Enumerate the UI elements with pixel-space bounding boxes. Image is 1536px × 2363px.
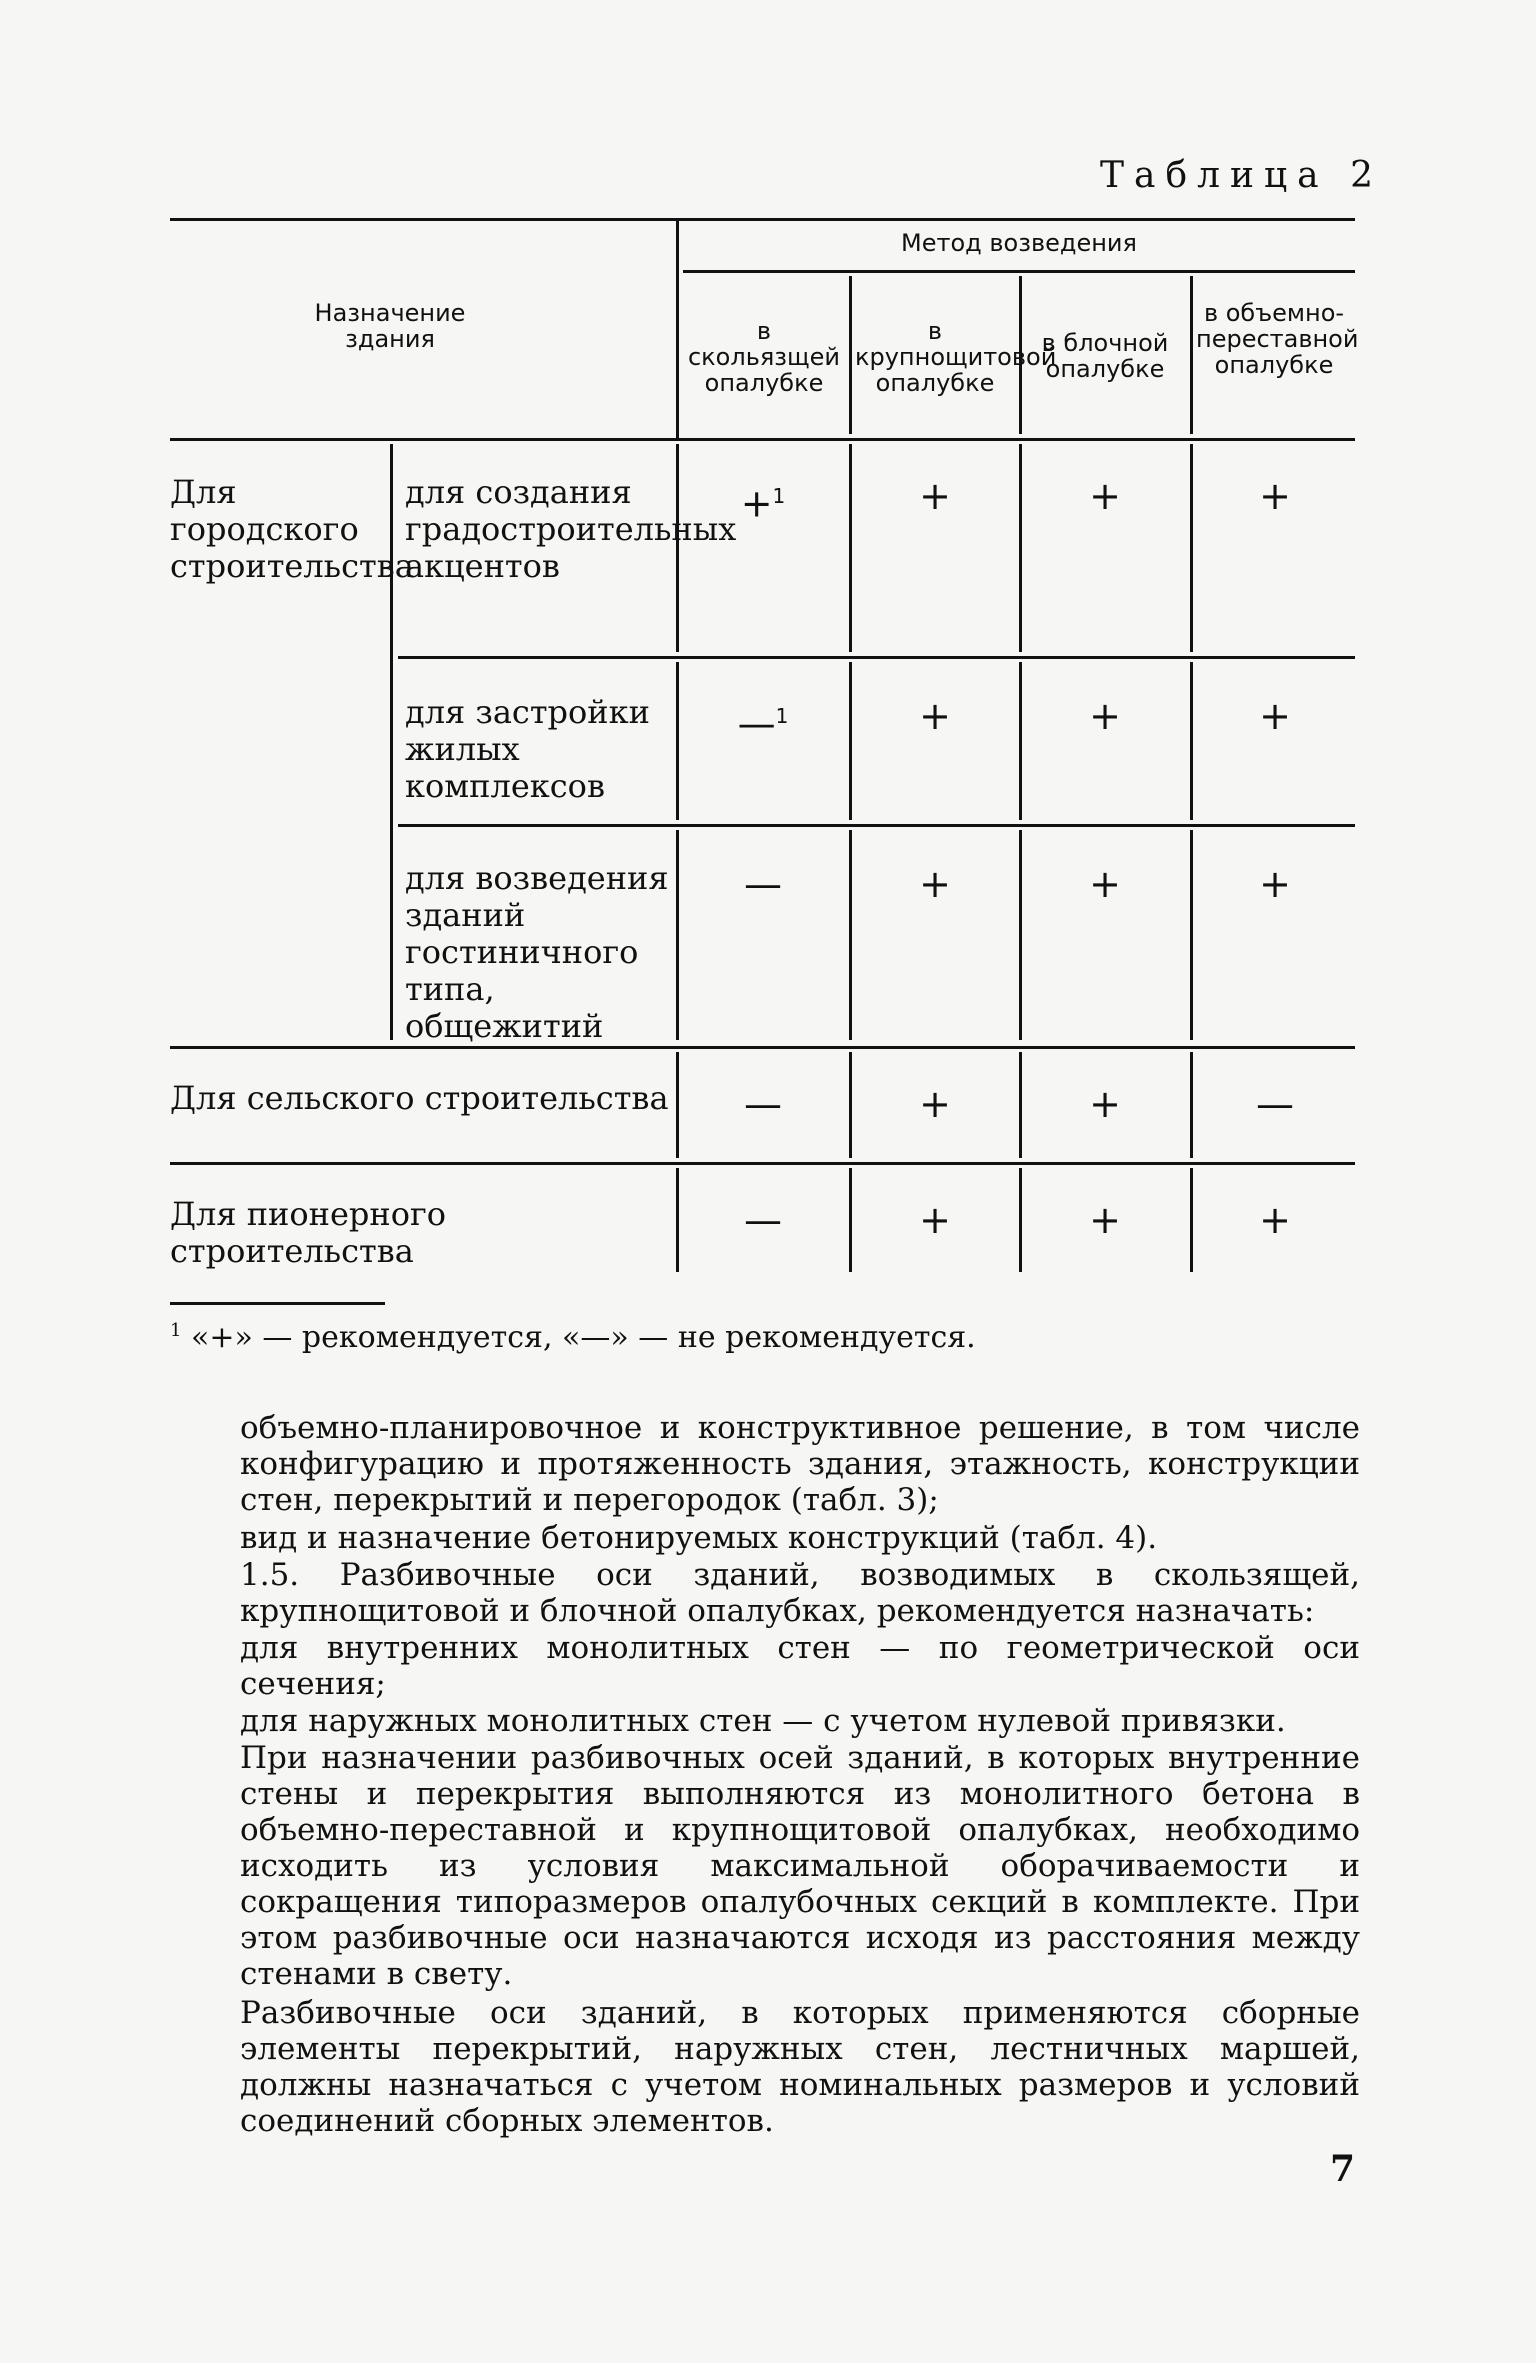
mark-r5-c1: —	[744, 1198, 782, 1242]
col-divider	[1019, 662, 1022, 820]
footnote-rule	[170, 1302, 385, 1305]
mark-r5-c3: +	[1089, 1198, 1121, 1242]
paragraph-2: вид и назначение бетонируемых конструкций (табл. 4).	[240, 1520, 1158, 1556]
mark-r3-c4: +	[1259, 862, 1291, 906]
row-label-hotel: для возведения зданий гостиничного типа, общежитий	[405, 859, 669, 1045]
group-urban: Для городского строительства	[170, 473, 414, 585]
col-divider	[1190, 444, 1193, 652]
table-caption: Таблица 2	[1100, 155, 1383, 196]
mark-r2-c1: —$^1$	[737, 701, 789, 746]
col-divider	[676, 1052, 679, 1158]
header-method-volumetric: в объемно-переставной опалубке	[1196, 299, 1359, 379]
mark-r1-c3: +	[1089, 474, 1121, 518]
col-divider	[849, 830, 852, 1040]
header-bottom-rule	[170, 438, 1355, 441]
paragraph-1: объемно-планировочное и конструктивное решение, в том числе конфигурацию и протяженность здания, этажность, конструкции стен, перекрытий и перегородок (табл. 3);	[240, 1410, 1360, 1518]
row2-rule	[398, 824, 1355, 827]
method-col4-divider	[1190, 276, 1193, 434]
rural-row-rule	[170, 1162, 1355, 1165]
method-col2-divider	[849, 276, 852, 434]
col-divider	[849, 1168, 852, 1272]
paragraph-3: 1.5. Разбивочные оси зданий, возводимых в скользящей, крупнощитовой и блочной опалубках, рекомендуется назначать:	[240, 1557, 1360, 1629]
mark-r5-c4: +	[1259, 1198, 1291, 1242]
row1-rule	[398, 656, 1355, 659]
header-method-sliding: в скольязщей опалубке	[687, 317, 841, 397]
mark-r4-c4: —	[1256, 1082, 1294, 1126]
paragraph-7: Разбивочные оси зданий, в которых применяются сборные элементы перекрытий, наружных стен, лестничных маршей, должны назначаться с учетом номинальных размеров и условий соединений сборных элементов.	[240, 1995, 1360, 2139]
table-footnote: $^1$ «+» — рекомендуется, «—» — не рекомендуется.	[170, 1320, 976, 1355]
row-label-residential: для застройки жилых комплексов	[405, 693, 650, 805]
mark-r2-c4: +	[1259, 694, 1291, 738]
row-label-rural: Для сельского строительства	[170, 1079, 669, 1117]
mark-r2-c2: +	[919, 694, 951, 738]
col-divider	[1019, 830, 1022, 1040]
header-method-block: в блочной опалубке	[1041, 329, 1169, 383]
mark-r4-c3: +	[1089, 1082, 1121, 1126]
mark-r1-c1: +$^1$	[740, 481, 786, 526]
mark-r1-c4: +	[1259, 474, 1291, 518]
row-label-pioneer: Для пионерного строительства	[170, 1195, 446, 1270]
urban-subdivider	[390, 444, 393, 1040]
mark-r3-c1: —	[744, 862, 782, 906]
mark-r3-c3: +	[1089, 862, 1121, 906]
col-divider	[1019, 444, 1022, 652]
mark-r5-c2: +	[919, 1198, 951, 1242]
body-divider	[676, 444, 679, 652]
method-group-rule	[683, 270, 1355, 273]
col-divider	[1019, 1168, 1022, 1272]
col-divider	[849, 1052, 852, 1158]
paragraph-5: для наружных монолитных стен — с учетом нулевой привязки.	[240, 1703, 1286, 1739]
header-method-group: Метод возведения	[901, 229, 1137, 257]
col-divider	[676, 662, 679, 820]
col-divider	[1190, 830, 1193, 1040]
col-divider	[1190, 662, 1193, 820]
header-method-panel: в крупнощитовой опалубке	[855, 317, 1057, 397]
col-divider	[1190, 1052, 1193, 1158]
mark-r4-c2: +	[919, 1082, 951, 1126]
col-divider	[1019, 1052, 1022, 1158]
col-divider	[849, 444, 852, 652]
urban-group-rule	[170, 1046, 1355, 1049]
mark-r2-c3: +	[1089, 694, 1121, 738]
paragraph-6: При назначении разбивочных осей зданий, в которых внутренние стены и перекрытия выполняются из монолитного бетона в объемно-переставной и крупнощитовой опалубках, необходимо исходить из условия максимальной оборачиваемости и сокращения типоразмеров опалубочных секций в комплекте. При этом разбивочные оси назначаются исходя из расстояния между стенами в свету.	[240, 1740, 1360, 1992]
mark-r4-c1: —	[744, 1082, 782, 1126]
col-divider	[676, 830, 679, 1040]
row-label-accents: для создания градостроительных акцентов	[405, 473, 737, 585]
paragraph-4: для внутренних монолитных стен — по геометрической оси сечения;	[240, 1630, 1360, 1702]
page-number: 7	[1330, 2148, 1356, 2190]
header-purpose: Назначение здания	[314, 299, 466, 353]
col-divider	[1190, 1168, 1193, 1272]
col-divider	[676, 1168, 679, 1272]
table-top-rule	[170, 218, 1355, 221]
mark-r3-c2: +	[919, 862, 951, 906]
col-divider	[849, 662, 852, 820]
header-divider	[676, 218, 679, 438]
mark-r1-c2: +	[919, 474, 951, 518]
footnote-marker: 1	[170, 1320, 182, 1341]
